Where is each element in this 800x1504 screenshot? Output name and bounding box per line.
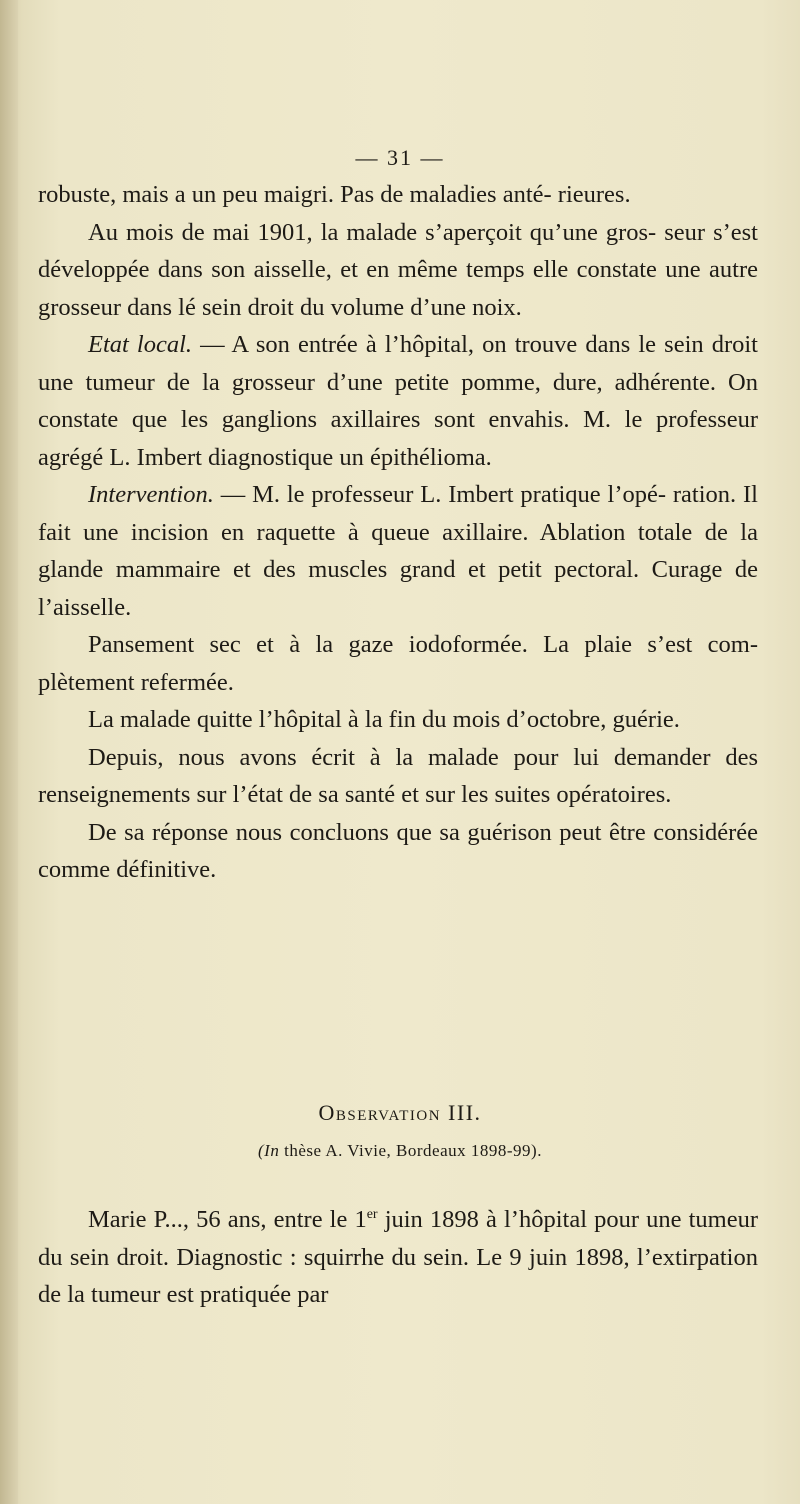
etat-local-text: — A son entrée à l’hôpital, on trouve dans le sein droit une tumeur de la grosseur d’une petite pomme, dure, adhérente. On constate que les ganglions axillaires sont envahis. M. le professeur agrégé L. Imbert diagnostique un épithélioma. xyxy=(38,331,758,471)
observation-paragraph xyxy=(38,1196,758,1314)
binding-shadow xyxy=(0,0,18,1504)
observation-superscript: er xyxy=(366,1207,378,1222)
paragraph-1: robuste, mais a un peu maigri. Pas de maladies anté- rieures. xyxy=(38,181,631,208)
page-number: — 31 — xyxy=(355,145,445,170)
observation-title: Observation III. xyxy=(318,1100,482,1125)
observation-source-in: (In xyxy=(258,1141,280,1160)
observation-source-rest: thèse A. Vivie, Bordeaux 1898-99). xyxy=(279,1141,542,1160)
paragraph-4 xyxy=(38,476,758,626)
observation-source xyxy=(0,1141,800,1161)
intervention-text: — M. le professeur L. Imbert pratique l’opé- ration. Il fait une incision en raquette à queue axillaire. Ablation totale de la glande mammaire et des muscles grand et petit pectoral. Curage de l’aisselle. xyxy=(38,481,758,621)
paragraph-8: De sa réponse nous concluons que sa guérison peut être considérée comme définitive. xyxy=(38,818,758,883)
observation-body xyxy=(38,1196,758,1314)
observation-text-end: juin 1898 à l’hôpital pour une tumeur du sein droit. Diagnostic : squirrhe du sein. Le 9 juin 1898, l’extirpation de la tumeur est pratiquée par xyxy=(38,1206,758,1309)
paragraph-7: Depuis, nous avons écrit à la malade pour lui demander des renseignements sur l’état de sa santé et sur les suites opératoires. xyxy=(38,743,758,808)
paragraph-3 xyxy=(38,326,758,476)
main-text xyxy=(38,176,758,889)
paragraph-2: Au mois de mai 1901, la malade s’aperçoit qu’une gros- seur s’est développée dans son aisselle, et en même temps elle constate une autre grosseur dans lé sein droit du volume d’une noix. xyxy=(38,218,758,321)
paragraph-5: Pansement sec et à la gaze iodoformée. La plaie s’est com- plètement refermée. xyxy=(38,631,758,696)
etat-local-heading: Etat local. xyxy=(88,331,193,358)
observation-text-start: Marie P..., 56 ans, entre le 1 xyxy=(88,1206,367,1234)
paragraph-6: La malade quitte l’hôpital à la fin du mois d’octobre, guérie. xyxy=(88,706,680,733)
intervention-heading: Intervention. xyxy=(88,481,214,508)
